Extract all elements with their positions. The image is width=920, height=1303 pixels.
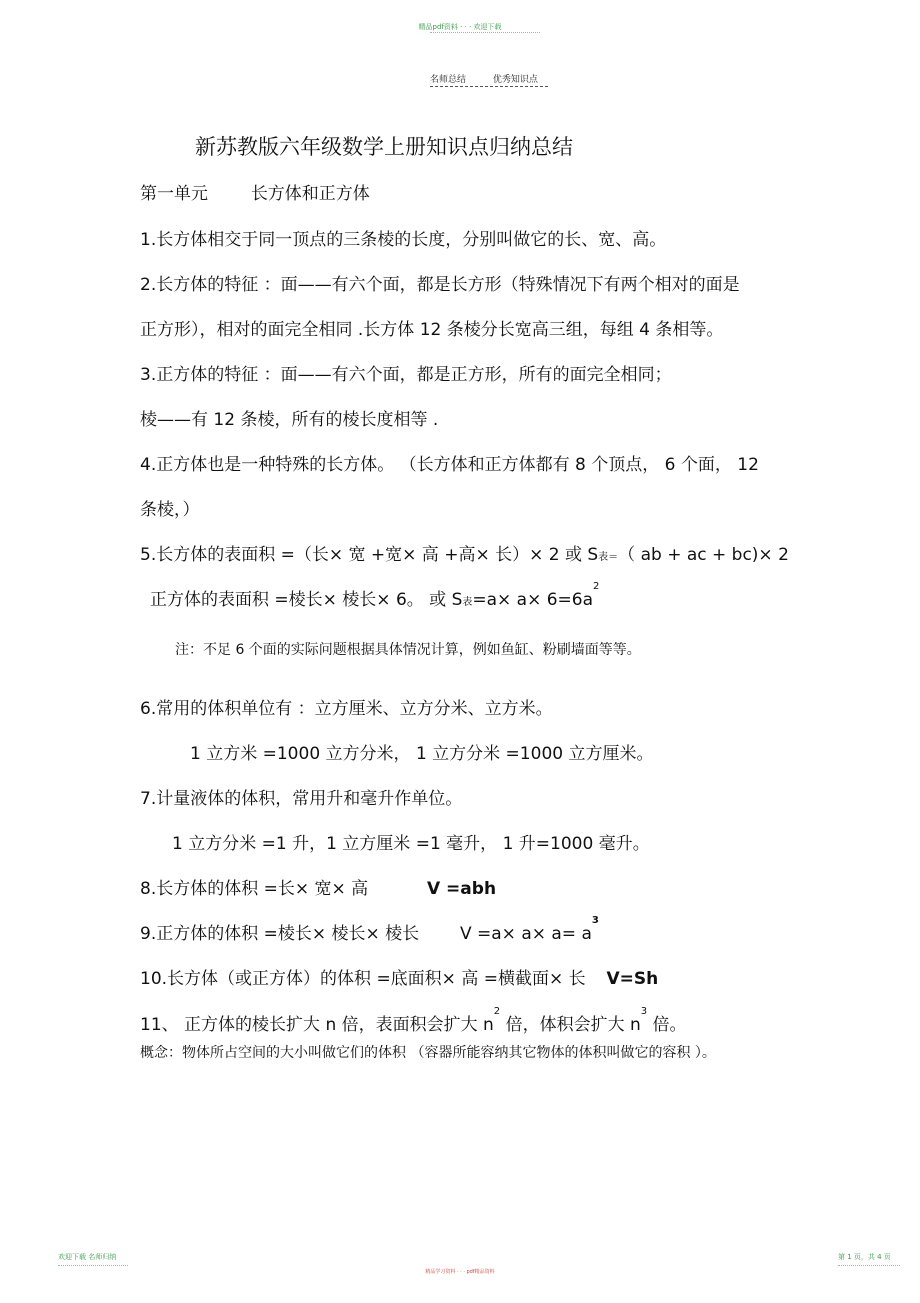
header-divider [430,86,548,87]
footer-center-watermark: 精品学习资料 · · · pdf精品资料 [425,1269,495,1275]
exponent-2: 2 [493,1006,501,1017]
cuboid-surface-formula-letters: （ ab + ac + bc)× 2 [618,545,789,565]
item-2-line-1: 2.长方体的特征 ：面——有六个面，都是长方形（特殊情况下有两个相对的面是 [140,275,740,295]
unit-name: 长方体和正方体 [250,184,370,204]
cube-volume-text: 9.正方体的体积 =棱长× 棱长× 棱长 [140,924,420,944]
cube-surface-subscript: 表 [462,597,473,608]
item-11-text-3: 倍。 [647,1015,687,1035]
item-7-conversion: 1 立方分米 =1 升，1 立方厘米 =1 毫升， 1 升=1000 毫升。 [172,834,650,854]
cube-surface-formula-letters: =a× a× 6=6a [472,590,594,610]
unit-heading [140,179,370,204]
cuboid-volume-text: 8.长方体的体积 =长× 宽× 高 [140,879,369,899]
item-5-line-2 [150,581,600,610]
footer-left-divider [58,1265,128,1266]
footer-left-watermark: 欢迎下载 名师归纳 [58,1253,117,1261]
item-11-text-2: 倍，体积会扩大 n [500,1015,641,1035]
item-3-line-1: 3.正方体的特征 ：面——有六个面，都是正方形，所有的面完全相同； [140,365,672,385]
exponent-3: 3 [640,1006,648,1017]
unit-label: 第一单元 [140,184,208,204]
surface-subscript: 表＝ [598,552,619,563]
document-title: 新苏教版六年级数学上册知识点归纳总结 [195,135,573,159]
item-4-line-2: 条棱，） [140,500,200,520]
cube-exponent: 3 [591,915,599,926]
item-2-line-2: 正方形），相对的面完全相同 .长方体 12 条棱分长宽高三组，每组 4 条相等。 [140,320,724,340]
top-watermark-divider [430,32,540,33]
cuboid-surface-formula: 5.长方体的表面积 =（长× 宽 +宽× 高 +高× 长）× 2 或 S [140,545,599,565]
cube-volume-formula: V =a× a× a= a [459,924,592,944]
item-1: 1.长方体相交于同一顶点的三条棱的长度，分别叫做它的长、宽、高。 [140,230,667,250]
header-left: 名师总结 [430,75,467,85]
header-right: 优秀知识点 [492,75,538,85]
note: 注：不足 6 个面的实际问题根据具体情况计算，例如鱼缸、粉刷墙面等等。 [175,642,641,658]
item-11 [140,1006,687,1035]
prism-volume-text: 10.长方体（或正方体）的体积 =底面积× 高 =横截面× 长 [140,969,586,989]
page-indicator: 第 1 页，共 4 页 [838,1253,891,1261]
item-9 [140,915,599,944]
item-11-text-1: 11、 正方体的棱长扩大 n 倍，表面积会扩大 n [140,1015,494,1035]
item-7: 7.计量液体的体积，常用升和毫升作单位。 [140,789,463,809]
prism-volume-formula: V=Sh [606,969,659,989]
page-header [430,72,562,85]
concept-definition: 概念：物体所占空间的大小叫做它们的体积 （容器所能容纳其它物体的体积叫做它的容积 ）。 [140,1045,716,1061]
footer-right-divider [838,1265,900,1266]
top-watermark: 精品pdf资料 · · · 欢迎下载 [418,23,502,31]
item-5-line-1 [140,540,789,565]
cuboid-volume-formula: V =abh [426,879,497,899]
item-6-conversion: 1 立方米 =1000 立方分米， 1 立方分米 =1000 立方厘米。 [190,744,654,764]
item-4-line-1: 4.正方体也是一种特殊的长方体。 （长方体和正方体都有 8 个顶点， 6 个面， 12 [140,455,759,475]
cube-surface-formula: 正方体的表面积 =棱长× 棱长× 6。 或 S [150,590,463,610]
item-6: 6.常用的体积单位有 ：立方厘米、立方分米、立方米。 [140,699,553,719]
square-exponent: 2 [593,581,600,592]
item-8 [140,874,496,899]
item-10 [140,964,658,989]
item-3-line-2: 棱——有 12 条棱，所有的棱长度相等 . [140,410,439,430]
